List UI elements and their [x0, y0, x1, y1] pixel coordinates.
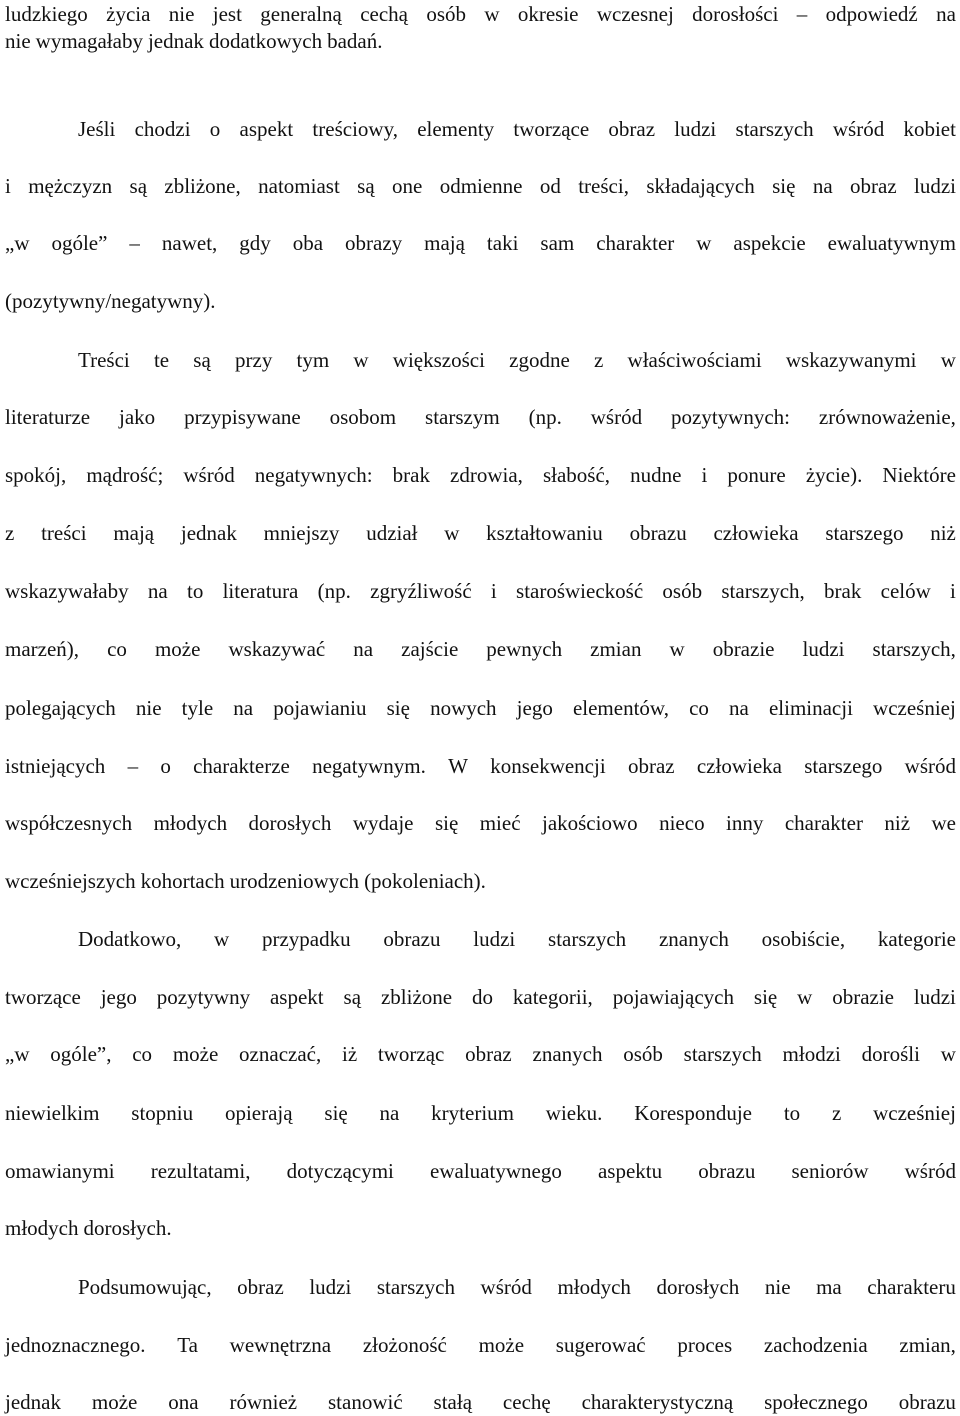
word: ludzkiego — [5, 2, 88, 26]
word: tyle — [181, 696, 214, 720]
word: okresie — [517, 2, 579, 26]
word: osobiście, — [761, 927, 846, 951]
text-line — [5, 461, 956, 489]
word: tym — [296, 348, 330, 372]
word: na — [147, 579, 168, 603]
text-line — [5, 635, 956, 663]
word: niewielkim — [5, 1101, 100, 1125]
word: przypadku — [261, 927, 351, 951]
text-line — [5, 1214, 956, 1242]
word: niż — [930, 521, 956, 545]
word: (np. — [528, 405, 562, 429]
word: wśród — [904, 754, 956, 778]
word: aspektu — [597, 1159, 663, 1183]
text-line — [5, 287, 956, 315]
word: obrazu — [698, 1159, 756, 1183]
word: obraz — [850, 174, 897, 198]
word: mądrość; — [86, 463, 164, 487]
word: kategorii, — [512, 985, 593, 1009]
word: w — [214, 927, 230, 951]
word: treści, — [578, 174, 629, 198]
word: może — [91, 1390, 138, 1414]
word: ewaluatywnego — [430, 1159, 562, 1183]
word: dorosłych. — [83, 1216, 172, 1240]
word: we — [931, 811, 956, 835]
text-line — [5, 172, 956, 200]
word: są — [129, 174, 148, 198]
word: Dodatkowo, — [78, 927, 182, 951]
word: zachodzenia — [763, 1333, 868, 1357]
word: większości — [392, 348, 485, 372]
word: w — [940, 1042, 956, 1066]
word: starszego — [825, 521, 904, 545]
word: wcześniej — [873, 1101, 956, 1125]
word: osób — [623, 1042, 663, 1066]
word: literatura — [222, 579, 299, 603]
word: cechę — [502, 1390, 551, 1414]
word: obrazie — [712, 637, 775, 661]
word: obrazu — [898, 1390, 956, 1414]
word: charakterze — [193, 754, 290, 778]
word: nowych — [430, 696, 497, 720]
word: – — [129, 231, 140, 255]
word: obrazu — [629, 521, 687, 545]
word: na — [729, 696, 749, 720]
word: literaturze — [5, 405, 91, 429]
word: zbliżone, — [164, 174, 241, 198]
word: konsekwencji — [490, 754, 606, 778]
word: obraz — [608, 117, 656, 141]
word: nudne — [630, 463, 682, 487]
word: – — [127, 754, 139, 778]
text-line — [5, 752, 956, 780]
word: młodych — [153, 811, 228, 835]
word: znanych — [658, 927, 729, 951]
word: (np. — [317, 579, 351, 603]
word: mają — [113, 521, 155, 545]
word: to — [783, 1101, 801, 1125]
word: może — [154, 637, 201, 661]
word: i — [5, 174, 11, 198]
word: W — [448, 754, 468, 778]
word: zajście — [401, 637, 459, 661]
word: obraz — [237, 1275, 284, 1299]
word: polegających — [5, 696, 116, 720]
word: negatywnym. — [312, 754, 426, 778]
word: nie — [168, 2, 195, 26]
word: Podsumowując, — [78, 1275, 212, 1299]
word: na — [233, 696, 254, 720]
word: zmian — [590, 637, 642, 661]
word: generalną — [260, 2, 342, 26]
word: ludzi — [674, 117, 717, 141]
word: zmian, — [899, 1333, 956, 1357]
word: oba — [292, 231, 324, 255]
word: na — [379, 1101, 400, 1125]
word: w — [444, 521, 460, 545]
word: jako — [119, 405, 156, 429]
word: osób — [426, 2, 467, 26]
word: zbliżone — [380, 985, 453, 1009]
word: ona — [168, 1390, 199, 1414]
text-line — [5, 519, 956, 547]
word: Jeśli — [78, 117, 116, 141]
word: o — [209, 117, 221, 141]
word: zgryźliwość — [370, 579, 472, 603]
word: się — [386, 696, 410, 720]
word: jego — [516, 696, 553, 720]
word: właściwościami — [627, 348, 762, 372]
word: młodych — [5, 1216, 79, 1240]
text-line — [5, 983, 956, 1011]
word: nie — [135, 696, 162, 720]
text-line — [5, 1099, 956, 1127]
text-line — [5, 229, 956, 257]
text-line — [5, 1388, 956, 1416]
word: wśród — [832, 117, 885, 141]
word: iż — [341, 1042, 358, 1066]
word: jakościowo — [541, 811, 638, 835]
word: gdy — [239, 231, 271, 255]
word: elementy — [417, 117, 495, 141]
word: proces — [677, 1333, 733, 1357]
word: spokój, — [5, 463, 67, 487]
word: marzeń), — [5, 637, 80, 661]
word: od — [539, 174, 561, 198]
word: również — [229, 1390, 298, 1414]
word: Koresponduje — [634, 1101, 752, 1125]
word: życia — [106, 2, 151, 26]
word: staroświeckość — [516, 579, 644, 603]
word: stopniu — [131, 1101, 194, 1125]
word: ludzi — [309, 1275, 352, 1299]
word: wśród — [480, 1275, 532, 1299]
word: nie — [764, 1275, 791, 1299]
text-line — [5, 867, 956, 895]
word: obrazie — [832, 985, 894, 1009]
word: złożoność — [362, 1333, 447, 1357]
word: kobiet — [903, 117, 956, 141]
word: znanych — [532, 1042, 603, 1066]
word: stałą — [433, 1390, 473, 1414]
word: w — [484, 2, 500, 26]
word: badań. — [327, 29, 383, 53]
word: osobom — [329, 405, 397, 429]
word: młodych — [557, 1275, 631, 1299]
word: Ta — [177, 1333, 198, 1357]
word: na — [936, 2, 956, 26]
word: aspekt — [269, 985, 324, 1009]
word: kryterium — [431, 1101, 514, 1125]
word: w — [797, 985, 813, 1009]
word: nie — [5, 29, 31, 53]
word: dorośli — [861, 1042, 920, 1066]
word: charakter — [596, 231, 675, 255]
word: wcześniej — [873, 696, 956, 720]
word: charakterystyczną — [581, 1390, 734, 1414]
word: starszych, — [721, 579, 805, 603]
word: negatywnych: — [254, 463, 373, 487]
word: kształtowaniu — [486, 521, 603, 545]
word: mniejszy — [263, 521, 340, 545]
word: aspekt — [239, 117, 294, 141]
word: ponure — [727, 463, 786, 487]
word: dorosłości — [692, 2, 779, 26]
word: treściowy, — [312, 117, 398, 141]
word: starszych — [548, 927, 627, 951]
word: inny — [726, 811, 764, 835]
word: ludzi — [914, 174, 956, 198]
word: mają — [424, 231, 465, 255]
text-line — [78, 1273, 956, 1301]
word: starszym — [425, 405, 500, 429]
word: z — [831, 1101, 842, 1125]
word: wskazywać — [228, 637, 326, 661]
word: treści — [41, 521, 87, 545]
word: celów — [880, 579, 931, 603]
word: brak — [392, 463, 430, 487]
word: pojawianiu — [273, 696, 367, 720]
word: sugerować — [555, 1333, 646, 1357]
word: wskazywanymi — [785, 348, 917, 372]
word: może — [478, 1333, 525, 1357]
word: tworzące — [5, 985, 81, 1009]
word: pojawiających — [612, 985, 734, 1009]
word: (pozytywny/negatywny). — [5, 289, 216, 313]
word: urodzeniowych — [229, 869, 360, 893]
word: seniorów — [791, 1159, 869, 1183]
word: dotyczącymi — [286, 1159, 394, 1183]
word: obrazy — [345, 231, 403, 255]
word: Treści — [78, 348, 130, 372]
word: aspekcie — [733, 231, 806, 255]
word: wczesnej — [596, 2, 674, 26]
word: ludzi — [913, 985, 956, 1009]
word: jego — [100, 985, 137, 1009]
word: są — [357, 174, 375, 198]
text-line — [78, 925, 956, 953]
word: rezultatami, — [150, 1159, 251, 1183]
word: i — [950, 579, 956, 603]
word: wymagałaby — [35, 29, 143, 53]
word: niż — [884, 811, 911, 835]
word: przy — [235, 348, 273, 372]
word: pozytywny — [156, 985, 251, 1009]
word: oznaczać, — [239, 1042, 322, 1066]
word: w — [669, 637, 685, 661]
word: dodatkowych — [208, 29, 323, 53]
text-line — [5, 0, 956, 28]
word: wcześniejszych — [5, 869, 136, 893]
word: słabość, — [542, 463, 611, 487]
word: (pokoleniach). — [364, 869, 486, 893]
word: na — [353, 637, 374, 661]
word: istniejących — [5, 754, 106, 778]
word: z — [5, 521, 15, 545]
word: się — [324, 1101, 348, 1125]
word: obraz — [465, 1042, 512, 1066]
word: natomiast — [258, 174, 340, 198]
word: stanowić — [328, 1390, 403, 1414]
word: to — [186, 579, 204, 603]
word: – — [796, 2, 808, 26]
word: mieć — [479, 811, 521, 835]
word: współczesnych — [5, 811, 133, 835]
word: one — [392, 174, 423, 198]
word: udział — [366, 521, 418, 545]
word: odmienne — [439, 174, 523, 198]
word: i — [490, 579, 497, 603]
word: sam — [540, 231, 575, 255]
word: charakter — [784, 811, 863, 835]
word: ogóle” — [51, 231, 108, 255]
word: jest — [212, 2, 242, 26]
word: składających — [646, 174, 755, 198]
text-line — [78, 346, 956, 374]
word: dorosłych — [248, 811, 332, 835]
word: „w — [5, 231, 30, 255]
word: w — [696, 231, 712, 255]
word: jednak — [5, 1390, 61, 1414]
word: elementów, — [572, 696, 669, 720]
word: ogóle”, — [50, 1042, 112, 1066]
word: taki — [486, 231, 519, 255]
word: dorosłych — [656, 1275, 740, 1299]
word: się — [772, 174, 796, 198]
word: chodzi — [134, 117, 191, 141]
word: wśród — [183, 463, 235, 487]
word: starszych — [683, 1042, 762, 1066]
word: starszych — [735, 117, 814, 141]
word: społecznego — [764, 1390, 868, 1414]
word: co — [107, 637, 127, 661]
word: o — [160, 754, 171, 778]
word: człowieka — [713, 521, 799, 545]
word: opierają — [224, 1101, 293, 1125]
word: pewnych — [486, 637, 563, 661]
text-line — [5, 1331, 956, 1359]
text-line — [5, 1157, 956, 1185]
word: eliminacji — [768, 696, 853, 720]
word: osób — [662, 579, 703, 603]
word: nawet, — [161, 231, 218, 255]
text-line — [78, 115, 956, 143]
word: wśród — [590, 405, 643, 429]
word: jednak — [180, 521, 237, 545]
word: obrazu — [383, 927, 441, 951]
text-line — [5, 694, 956, 722]
word: zrównoważenie, — [818, 405, 956, 429]
text-line — [5, 1040, 956, 1068]
word: co — [132, 1042, 153, 1066]
word: wydaje — [352, 811, 414, 835]
word: kohortach — [140, 869, 225, 893]
word: jednak — [147, 29, 204, 53]
text-line — [5, 27, 956, 55]
word: młodzi — [782, 1042, 841, 1066]
word: tworząc — [377, 1042, 445, 1066]
word: cechą — [360, 2, 408, 26]
text-line — [5, 403, 956, 431]
word: charakteru — [867, 1275, 956, 1299]
word: pozytywnych: — [671, 405, 790, 429]
word: starszego — [804, 754, 883, 778]
word: ma — [816, 1275, 842, 1299]
word: te — [153, 348, 170, 372]
word: człowieka — [696, 754, 782, 778]
word: odpowiedź — [825, 2, 918, 26]
word: wskazywałaby — [5, 579, 129, 603]
word: w — [353, 348, 369, 372]
word: tworzące — [513, 117, 590, 141]
word: i — [701, 463, 708, 487]
word: starszych — [376, 1275, 455, 1299]
word: zdrowia, — [450, 463, 523, 487]
word: ewaluatywnym — [827, 231, 956, 255]
word: mężczyzn — [28, 174, 113, 198]
word: się — [434, 811, 459, 835]
word: życie). — [805, 463, 863, 487]
word: wewnętrzna — [229, 1333, 332, 1357]
word: starszych, — [872, 637, 956, 661]
word: brak — [824, 579, 862, 603]
word: nieco — [659, 811, 705, 835]
word: kategorie — [877, 927, 956, 951]
word: co — [689, 696, 709, 720]
word: ludzi — [802, 637, 845, 661]
word: z — [594, 348, 604, 372]
word: się — [753, 985, 778, 1009]
text-line — [5, 577, 956, 605]
word: „w — [5, 1042, 30, 1066]
word: są — [343, 985, 362, 1009]
word: przypisywane — [184, 405, 301, 429]
text-line — [5, 809, 956, 837]
word: obraz — [627, 754, 675, 778]
word: może — [172, 1042, 219, 1066]
word: jednoznacznego. — [5, 1333, 146, 1357]
word: wieku. — [545, 1101, 603, 1125]
word: są — [193, 348, 211, 372]
word: wśród — [904, 1159, 956, 1183]
word: zgodne — [509, 348, 570, 372]
word: ludzi — [473, 927, 516, 951]
word: omawianymi — [5, 1159, 115, 1183]
word: do — [472, 985, 493, 1009]
word: na — [812, 174, 833, 198]
word: Niektóre — [882, 463, 956, 487]
word: w — [940, 348, 956, 372]
